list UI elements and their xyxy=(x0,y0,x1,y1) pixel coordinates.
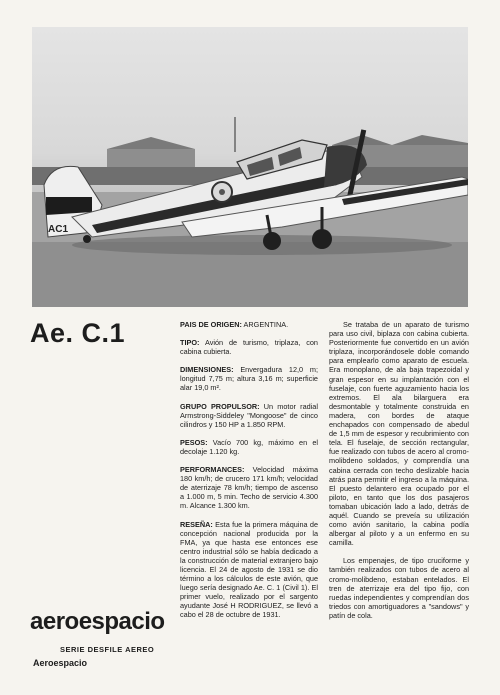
brand-logo: aeroespacio xyxy=(30,608,165,635)
description-column xyxy=(329,320,469,629)
wheel-left xyxy=(263,232,281,250)
aircraft-title: Ae. C.1 xyxy=(30,318,126,348)
spec-history: RESEÑA: Esta fue la primera máquina de concepción nacional producida por la FMA, ya que hasta ese entonces ese centro industrial sólo se había dedicado a la construcción de material extranjero bajo licencia. El 24 de agosto de 1931 se dio término a los cálculos de este avión, que luego sería designado Ae. C. 1 (Civil 1). El primer vuelo, realizado por el sargento ayudante José H RODRIGUEZ, se llevó a cabo el 28 de octubre de 1931. xyxy=(180,519,319,620)
spec-powerplant: GRUPO PROPULSOR: Un motor radial Armstrong-Siddeley "Mongoose" de cinco cilindros y 150 HP a 1.850 RPM. xyxy=(180,401,318,429)
tail-wheel xyxy=(83,235,91,243)
series-label: SERIE DESFILE AEREO xyxy=(60,645,155,654)
spec-origin: PAIS DE ORIGEN: ARGENTINA. xyxy=(180,320,289,329)
spec-dimensions: DIMENSIONES: Envergadura 12,0 m; longitud 7,75 m; altura 3,16 m; superficie alar 19,0 m². xyxy=(180,365,318,393)
aircraft-photo xyxy=(32,27,468,307)
spec-weights: PESOS: Vacío 700 kg, máximo en el decolaje 1.120 kg. xyxy=(180,437,318,456)
specs-column xyxy=(180,320,318,629)
description-paragraph: Los empenajes, de tipo cruciforme y también realizados con tubos de acero al cromo-molibdeno, estaban entelados. El tren de aterrizaje era del tipo fijo, con ruedas independientes y comprendían dos triedos con amortiguadores a "sandows" y patín de cola. xyxy=(329,556,469,620)
tail-marking: AC1 xyxy=(48,224,69,235)
spec-type: TIPO: Avión de turismo, triplaza, con cabina cubierta. xyxy=(180,338,318,357)
brand-small: Aeroespacio xyxy=(33,658,88,668)
description-paragraph: Se trataba de un aparato de turismo para uso civil, biplaza con cabina cubierta. Posteriormente fue convertido en un avión triplaza, incorporándosele doble comando para emplearlo como aparato de escuela. Era monoplano, de ala baja trapezoidal y gran espesor en su implantación con el fuselaje, con fuerte aguzamiento hacia los extremos. El ala bilarguera era desmontable y totalmente construida en madera, con bordes de ataque enchapados con compensado de abedul de 1,5 mm de espesor y recubrimiento con tela. El fuselaje, de sección rectangular, fue realizado con tubos de acero al cromo-molibdeno soldados, y comprendía una cabina cerrada con techo deslizable hacia atrás para permitir el ingreso a la máquina. El puesto delantero era ocupado por el piloto, en tanto que los dos pasajeros tomaban ubicación lado a lado, detrás de aquél. Cuando se preveía su utilización como avión sanitario, la cabina podía albergar al piloto y a un enfermo en su camilla. xyxy=(329,320,469,548)
spec-performance: PERFORMANCES: Velocidad máxima 180 km/h; de crucero 171 km/h; velocidad de aterrizaje 78 km/h; tiempo de ascenso a 1.000 m, 5 min. Techo de servicio 4.300 m. Alcance 1.300 km. xyxy=(180,465,318,511)
wheel-right xyxy=(312,229,332,249)
